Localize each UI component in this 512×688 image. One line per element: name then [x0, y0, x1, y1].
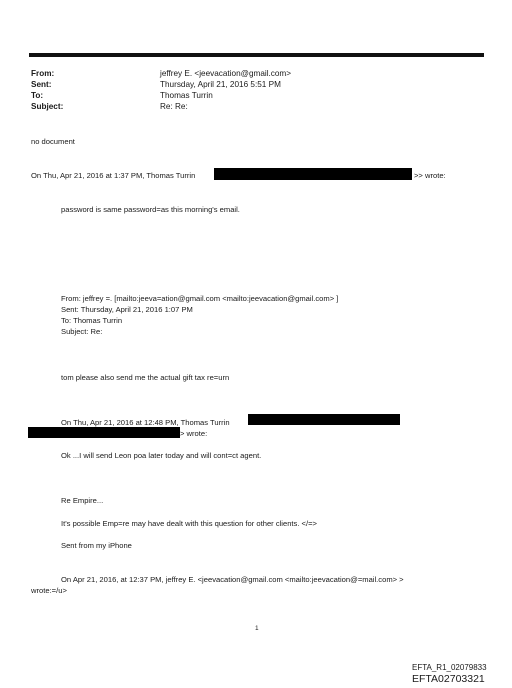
header-rule — [29, 53, 484, 57]
fwd-to: To: Thomas Turrin — [61, 316, 123, 325]
body-line-leon-poa: Ok ...I will send Leon poa later today and will cont=ct agent. — [61, 451, 262, 460]
from-value: jeffrey E. <jeevacation@gmail.com> — [160, 69, 292, 78]
sent-label: Sent: — [31, 80, 52, 89]
fwd-subject: Subject: Re: — [61, 327, 103, 336]
bates-number-2: EFTA02703321 — [412, 673, 485, 685]
redaction-bar — [248, 414, 400, 425]
quote-header-2-suffix: > wrote: — [180, 429, 208, 438]
quote-header-1-suffix: >> wrote: — [414, 171, 446, 180]
fwd-from: From: jeffrey =. [mailto:jeeva=ation@gmail.com <mailto:jeevacation@gmail.com> ] — [61, 294, 339, 303]
from-label: From: — [31, 69, 55, 78]
body-line-password: password is same password=as this morning's email. — [61, 205, 240, 214]
subject-label: Subject: — [31, 102, 64, 111]
redaction-bar — [214, 168, 412, 180]
body-line-iphone: Sent from my iPhone — [61, 541, 132, 550]
sent-value: Thursday, April 21, 2016 5:51 PM — [160, 80, 281, 89]
redaction-bar — [28, 427, 180, 438]
body-line-re-empire: Re Empire... — [61, 496, 104, 505]
to-value: Thomas Turrin — [160, 91, 213, 100]
body-line-possible: It's possible Emp=re may have dealt with this question for other clients. </=> — [61, 519, 317, 528]
body-line-no-document: no document — [31, 137, 75, 146]
quote-header-3-cont: wrote:=/u> — [31, 586, 67, 595]
to-label: To: — [31, 91, 44, 100]
subject-value: Re: Re: — [160, 102, 188, 111]
quote-header-3: On Apr 21, 2016, at 12:37 PM, jeffrey E. <jeevacation@gmail.com <mailto:jeevacation@=mail.com> > — [61, 575, 404, 584]
quote-header-1: On Thu, Apr 21, 2016 at 1:37 PM, Thomas Turrin — [31, 171, 196, 180]
quote-header-2: On Thu, Apr 21, 2016 at 12:48 PM, Thomas Turrin — [61, 418, 230, 427]
bates-number-1: EFTA_R1_02079833 — [412, 663, 487, 672]
body-line-gift-tax: tom please also send me the actual gift tax re=urn — [61, 373, 230, 382]
page-number: 1 — [255, 625, 259, 632]
fwd-sent: Sent: Thursday, April 21, 2016 1:07 PM — [61, 305, 193, 314]
